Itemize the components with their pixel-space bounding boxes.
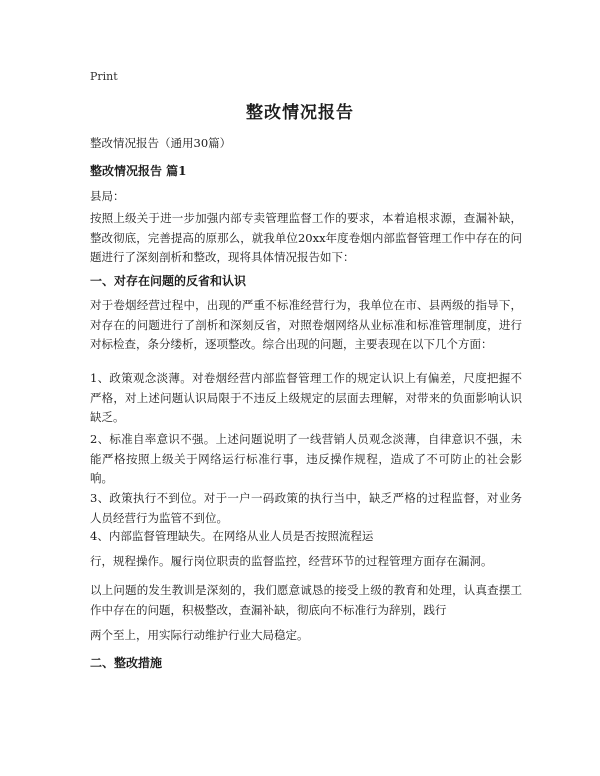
document-title: 整改情况报告 bbox=[246, 103, 354, 123]
print-label: Print bbox=[90, 70, 118, 83]
paragraph-lessons: 以上问题的发生教训是深刻的，我们愿意诚恳的接受上级的教育和处理，认真查摆工作中存在的问题，积极整改，查漏补缺，彻底向不标准行为辞别，践行 bbox=[90, 583, 522, 617]
list-item-2: 2、标准自率意识不强。上述问题说明了一线营销人员观念淡薄，自律意识不强，未能严格按照上级关于网络运行标准行事，违反操作规程，造成了不可防止的社会影响。 bbox=[90, 432, 522, 485]
heading-2: 二、整改措施 bbox=[90, 656, 163, 670]
list-item-1: 1、政策观念淡薄。对卷烟经营内部监督管理工作的规定认识上有偏差，尺度把握不严格，对上述问题认识局限于不违反上级规定的层面去理解，对带来的负面影响认识缺乏。 bbox=[90, 371, 522, 424]
paragraph-problems: 对于卷烟经营过程中，出现的严重不标准经营行为，我单位在市、县两级的指导下，对存在的问题进行了剖析和深刻反省，对照卷烟网络从业标准和标准管理制度，进行对标检查，条分缕析，逐项整改。综合出现的问题，主要表现在以下几个方面： bbox=[90, 298, 522, 351]
salutation: 县局： bbox=[90, 189, 125, 203]
intro-paragraph: 按照上级关于进一步加强内部专卖管理监督工作的要求，本着追根求源，查漏补缺，整改彻底，完善提高的原那么，就我单位20xx年度卷烟内部监督管理工作中存在的问题进行了深刻剖析和整改，现将具体情况报告如下： bbox=[90, 211, 522, 264]
heading-1: 一、对存在问题的反省和认识 bbox=[90, 274, 247, 288]
paragraph-lessons-continued: 两个至上，用实际行动维护行业大局稳定。 bbox=[90, 628, 309, 642]
section-title: 整改情况报告 篇1 bbox=[90, 164, 187, 178]
document-subtitle: 整改情况报告（通用30篇） bbox=[90, 136, 232, 150]
list-item-4: 4、内部监督管理缺失。在网络从业人员是否按照流程运 bbox=[90, 529, 374, 543]
list-item-3: 3、政策执行不到位。对于一户一码政策的执行当中，缺乏严格的过程监督，对业务人员经营行为监管不到位。 bbox=[90, 491, 522, 525]
list-item-4-continued: 行，规程操作。履行岗位职责的监督监控，经营环节的过程管理方面存在漏洞。 bbox=[90, 554, 493, 568]
